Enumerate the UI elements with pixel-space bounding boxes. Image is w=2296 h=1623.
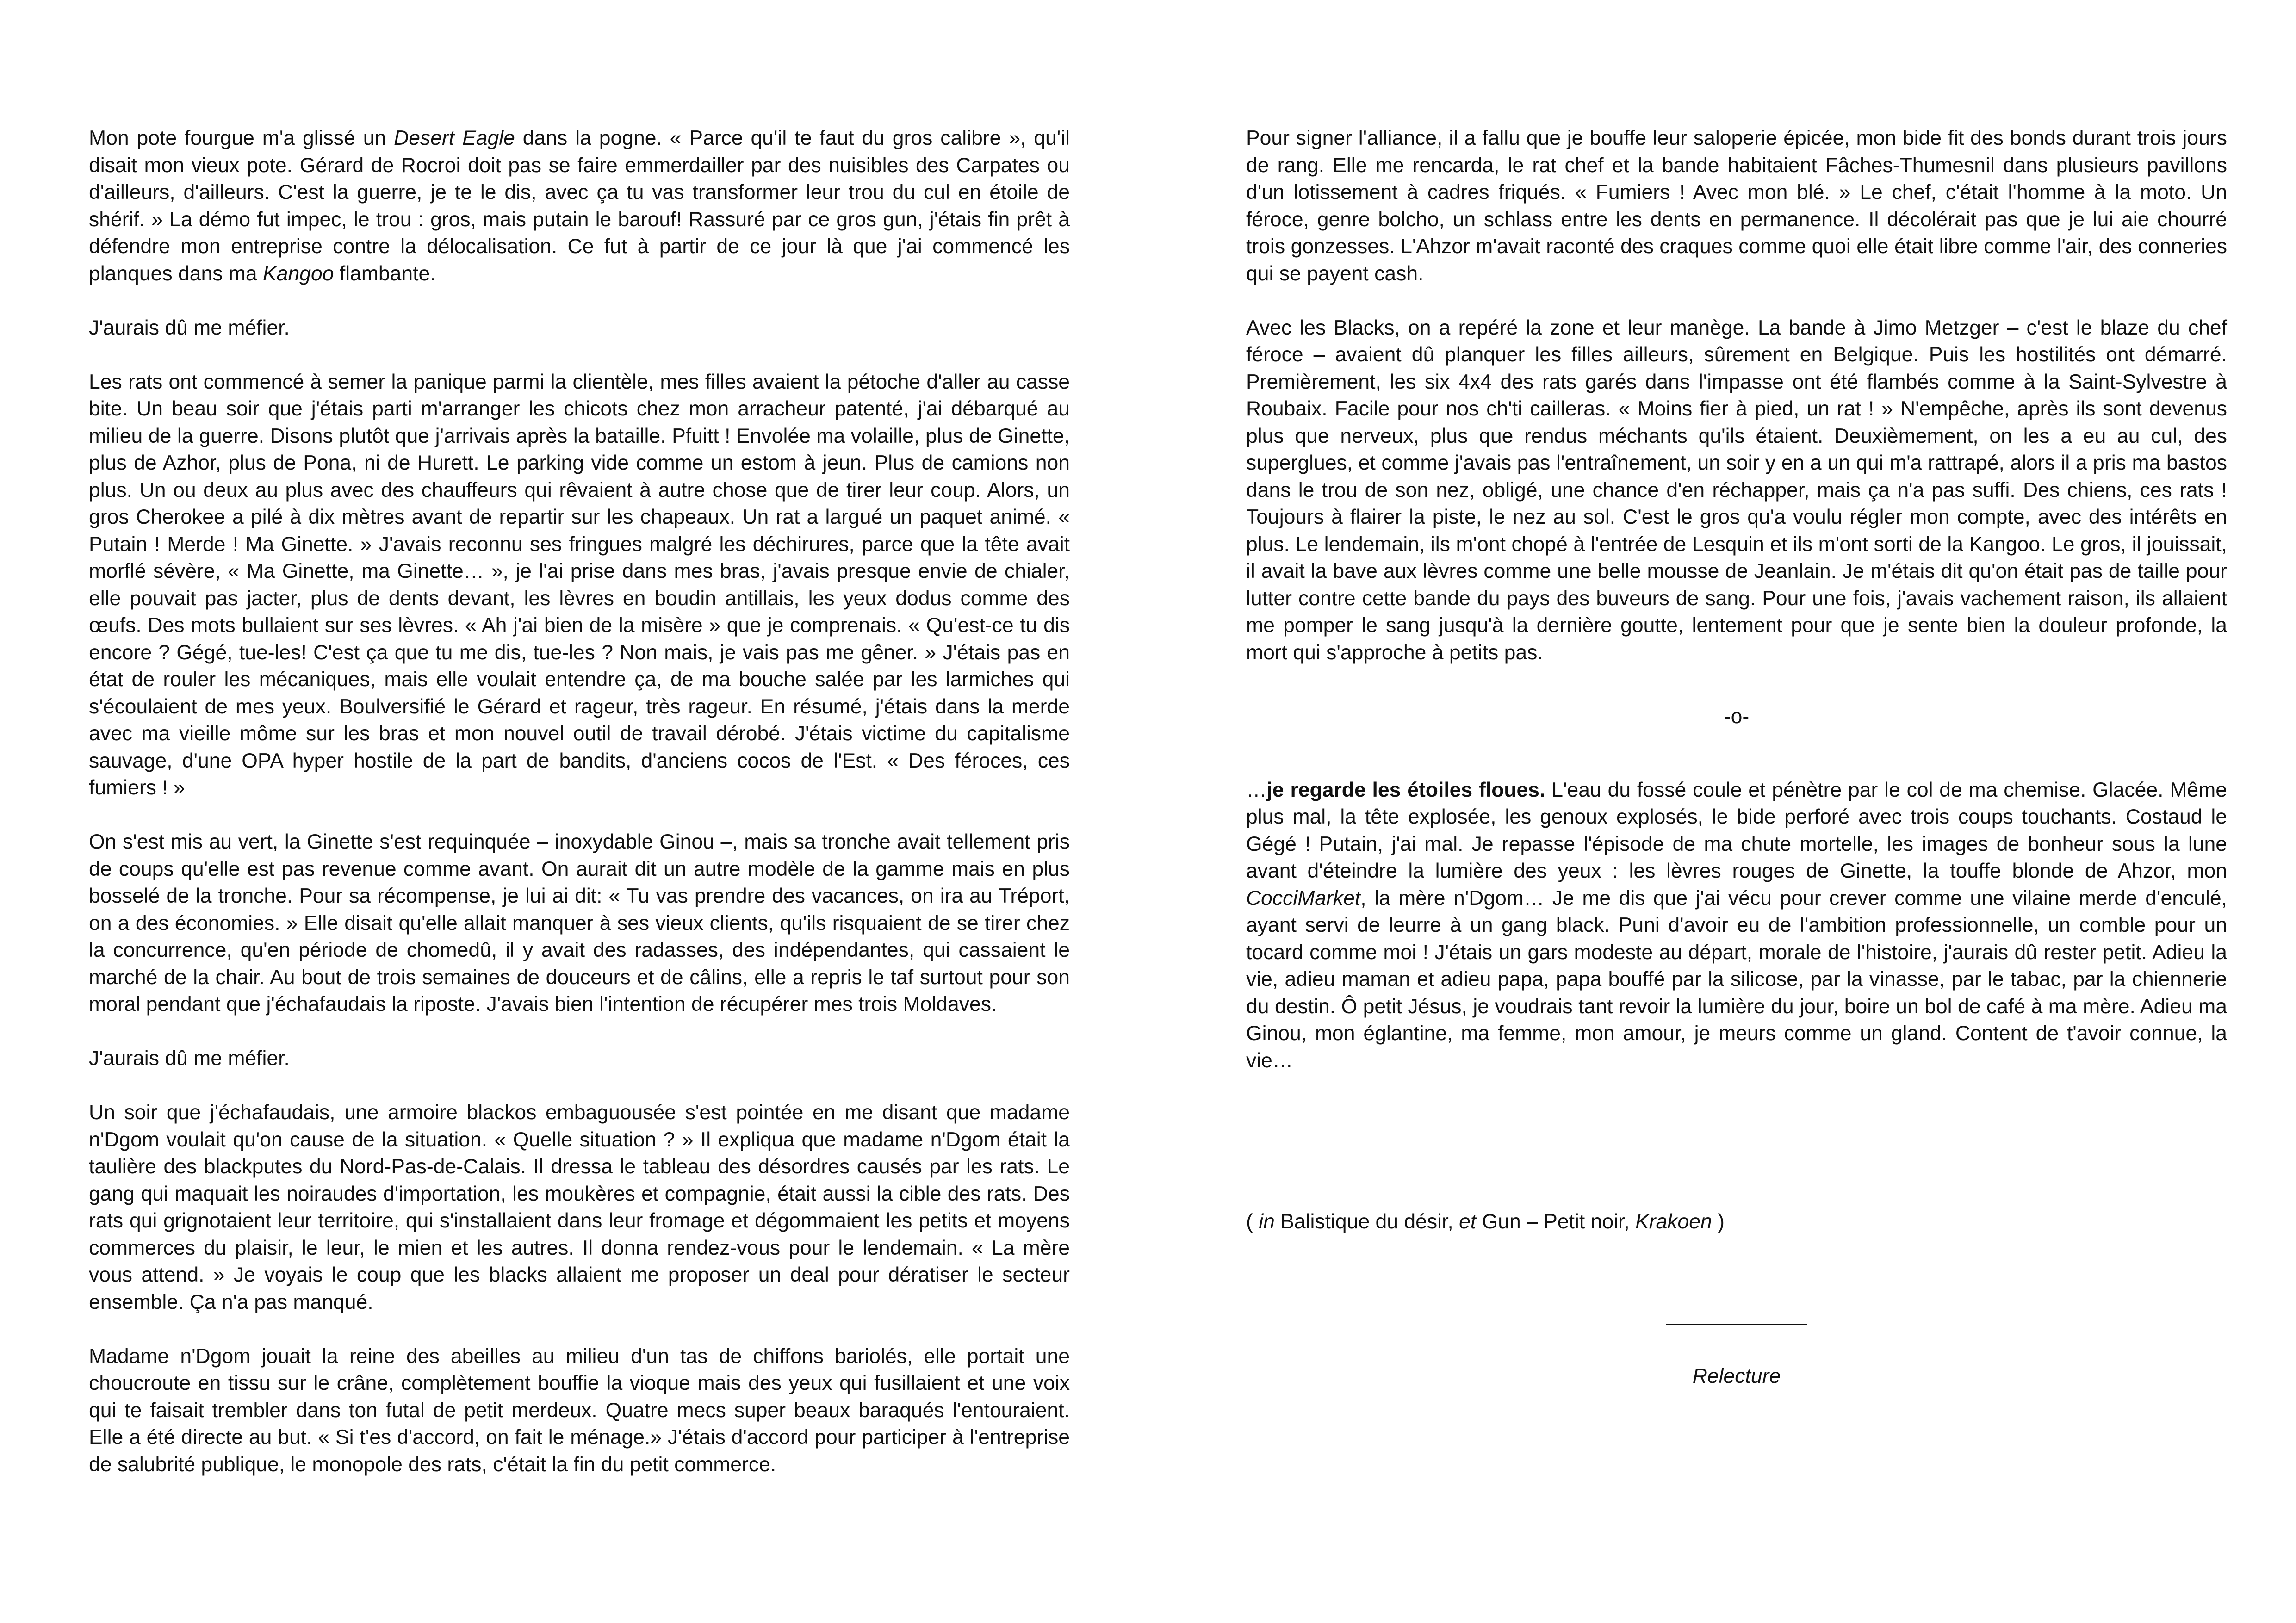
paragraph: Pour signer l'alliance, il a fallu que je bouffe leur saloperie épicée, mon bide fit des bonds durant trois jours de rang. Elle me rencarda, le rat chef et la bande habitaient Fâches-Thumesnil dans plusieurs pavillons d'un lotissement à cadres friqués. « Fumiers ! Avec mon blé. » Le chef, c'était l'homme à la moto. Un féroce, genre bolcho, un schlass entre les dents en permanence. Il décolérait pas que je lui aie chourré trois gonzesses. L'Ahzor m'avait raconté des craques comme quoi elle était libre comme l'air, des conneries qui se payent cash.	[1246, 127, 2227, 285]
text-run: Balistique du désir,	[1274, 1210, 1459, 1233]
italic-text: Krakoen	[1635, 1210, 1712, 1233]
refrain-line: J'aurais dû me méfier.	[89, 316, 290, 339]
italic-text: et	[1459, 1210, 1477, 1233]
paragraph: Les rats ont commencé à semer la panique parmi la clientèle, mes filles avaient la pétoche d'aller au casse bite. Un beau soir que j'étais parti m'arranger les chicots chez mon arracheur patenté, j'ai débarqué au milieu de la guerre. Disons plutôt que j'arrivais après la bataille. Pfuitt ! Envolée ma volaille, plus de Ginette, plus de Azhor, plus de Pona, ni de Hurett. Le parking vide comme un estom à jeun. Plus de camions non plus. Un ou deux au plus avec des chauffeurs qui rêvaient à autre chose que de tirer leur coup. Alors, un gros Cherokee a pilé à dix mètres avant de repartir sur les chapeaux. Un rat a largué un paquet animé. « Putain ! Merde ! Ma Ginette. » J'avais reconnu ses fringues malgré les déchirures, parce que la tête avait morflé sévère, « Ma Ginette, ma Ginette… », je l'ai prise dans mes bras, j'avais presque envie de chialer, elle pouvait pas jacter, plus de dents devant, les lèvres en boudin antillais, les yeux dodus comme des œufs. Des mots bullaient sur ses lèvres. « Ah j'ai bien de la misère » que je comprenais. « Qu'est-ce tu dis encore ? Gégé, tue-les! C'est ça que tu me dis, tue-les ? Non mais, je vais pas me gêner. » J'étais pas en état de rouler les mécaniques, mais elle voulait entendre ça, de ma bouche salée par les larmiches qui s'écoulaient de mes yeux. Boulversifié le Gérard et rageur, très rageur. En résumé, j'étais dans la merde avec ma vieille môme sur les bras et mon nouvel outil de travail dérobé. J'étais victime du capitalisme sauvage, d'une OPA hyper hostile de la part de bandits, d'anciens cocos de l'Est. « Des féroces, ces fumiers ! »	[89, 370, 1070, 799]
text-run: Mon pote fourgue m'a glissé un	[89, 127, 394, 149]
paragraph	[89, 125, 1070, 287]
right-column	[1246, 125, 2227, 1417]
text-run: …	[1246, 778, 1267, 801]
text-run: (	[1246, 1210, 1259, 1233]
paragraph: On s'est mis au vert, la Ginette s'est requinquée – inoxydable Ginou –, mais sa tronche avait tellement pris de coups qu'elle est pas revenue comme avant. On aurait dit un autre modèle de la gamme mais en plus bosselé de la tronche. Pour sa récompense, je lui ai dit: « Tu vas prendre des vacances, on ira au Tréport, on a des économies. » Elle disait qu'elle allait manquer à ses vieux clients, qu'ils risquaient de se tirer chez la concurrence, qu'en période de chomedû, il y avait des radasses, des indépendantes, qui cassaient le marché de la chair. Au bout de trois semaines de douceurs et de câlins, elle a repris le taf surtout pour son moral pendant que j'échafaudais la riposte. J'avais bien l'intention de récupérer mes trois Moldaves.	[89, 830, 1070, 1016]
italic-text: Desert Eagle	[394, 127, 515, 149]
left-column	[89, 125, 1070, 1505]
source-citation	[1246, 1208, 2227, 1236]
paragraph: Avec les Blacks, on a repéré la zone et leur manège. La bande à Jimo Metzger – c'est le blaze du chef féroce – avaient dû planquer les filles ailleurs, sûrement en Belgique. Puis les hostilités ont démarré. Premièrement, les six 4x4 des rats garés dans l'impasse ont été flambés comme à la Saint-Sylvestre à Roubaix. Facile pour nos ch'ti cailleras. « Moins fier à pied, un rat ! » N'empêche, après ils sont devenus plus que nerveux, plus que rendus méchants qu'ils étaient. Deuxièmement, on les a eu au cul, des superglues, et comme j'avais pas l'entraînement, un soir y en a un qui m'a rattrapé, alors il a pris ma bastos dans le trou de son nez, obligé, une chance d'en réchapper, mais ça n'a pas suffi. Des chiens, ces rats ! Toujours à flairer la piste, le nez au sol. C'est le gros qu'a voulu régler mon compte, avec des intérêts en plus. Le lendemain, ils m'ont chopé à l'entrée de Lesquin et ils m'ont sorti de la Kangoo. Le gros, il jouissait, il avait la bave aux lèvres comme une belle mousse de Jeanlain. Je m'étais dit qu'on était pas de taille pour lutter contre cette bande du pays des buveurs de sang. Pour une fois, j'avais vachement raison, ils allaient me pomper le sang jusqu'à la dernière goutte, lentement pour que je sente bien la douleur profonde, la mort qui s'approche à petits pas.	[1246, 316, 2227, 664]
paragraph: Madame n'Dgom jouait la reine des abeilles au milieu d'un tas de chiffons bariolés, elle portait une choucroute en tissu sur le crâne, complètement bouffie la vioque mais des yeux qui fusillaient et une voix qui te faisait trembler dans ton futal de petit merdeux. Quatre mecs super beaux baraqués l'entouraient. Elle a été directe au but. « Si t'es d'accord, on fait le ménage.» J'étais d'accord pour participer à l'entreprise de salubrité publique, le monopole des rats, c'était la fin du petit commerce.	[89, 1344, 1070, 1476]
italic-text: CocciMarket	[1246, 886, 1361, 910]
bold-text: je regarde les étoiles floues.	[1266, 778, 1545, 801]
horizontal-rule	[1666, 1324, 1807, 1325]
italic-text: in	[1259, 1210, 1275, 1233]
text-run: )	[1712, 1210, 1725, 1233]
text-run: Gun – Petit noir,	[1476, 1210, 1636, 1233]
text-run: flambante.	[334, 262, 436, 285]
footer-label: Relecture	[1692, 1364, 1781, 1388]
text-run: L'eau du fossé coule et pénètre par le col de ma chemise. Glacée. Même plus mal, la tête explosée, les genoux explosés, le bide perforé avec trois coups touchants. Costaud le Gégé ! Putain, j'ai mal. Je repasse l'épisode de ma chute mortelle, les images de bonheur sous la lune avant d'éteindre la lumière des yeux : les lèvres rouges de Ginette, la touffe blonde de Ahzor, mon	[1246, 778, 2227, 882]
text-run: dans la pogne. « Parce qu'il te faut du gros calibre », qu'il disait mon vieux pote. Gérard de Rocroi doit pas se faire emmerdailler par des nuisibles des Carpates ou d'ailleurs, d'ailleurs. C'est la guerre, je te le dis, avec ça tu vas transformer leur trou du cul en étoile de shérif. » La démo fut impec, le trou : gros, mais putain le barouf! Rassuré par ce gros gun, j'étais fin prêt à défendre mon entreprise contre la délocalisation. Ce fut à partir de ce jour là que j'ai commencé les planques dans ma	[89, 127, 1070, 285]
paragraph: Un soir que j'échafaudais, une armoire blackos embaguousée s'est pointée en me disant que madame n'Dgom voulait qu'on cause de la situation. « Quelle situation ? » Il expliqua que madame n'Dgom était la taulière des blackputes du Nord-Pas-de-Calais. Il dressa le tableau des désordres causés par les rats. Le gang qui maquait les noiraudes d'importation, les moukères et compagnie, était aussi la cible des rats. Des rats qui grignotaient leur territoire, qui s'installaient dans leur fromage et dégommaient les petits et moyens commerces du plaisir, le leur, le mien et les autres. Il donna rendez-vous pour le lendemain. « La mère vous attend. » Je voyais le coup que les blacks allaient me proposer un deal pour dératiser le secteur ensemble. Ça n'a pas manqué.	[89, 1101, 1070, 1313]
italic-text: Kangoo	[263, 262, 334, 285]
paragraph	[1246, 777, 2227, 1075]
refrain-line: J'aurais dû me méfier.	[89, 1047, 290, 1070]
section-separator: -o-	[1724, 705, 1750, 728]
text-run: , la mère n'Dgom… Je me dis que j'ai vécu pour crever comme une vilaine merde d'enculé, ayant servi de leurre à un gang black. Puni d'avoir eu de l'ambition professionnelle, un comble pour un tocard comme moi ! J'étais un gars modeste au départ, morale de l'histoire, j'aurais dû rester petit. Adieu la vie, adieu maman et adieu papa, papa bouffé par la silicose, par la vinasse, par le tabac, par la chiennerie du destin. Ô petit Jésus, je voudrais tant revoir la lumière du jour, boire un bol de café à ma mère. Adieu ma Ginou, mon églantine, ma femme, mon amour, je meurs comme un gland. Content de t'avoir connue, la vie…	[1246, 886, 2227, 1072]
